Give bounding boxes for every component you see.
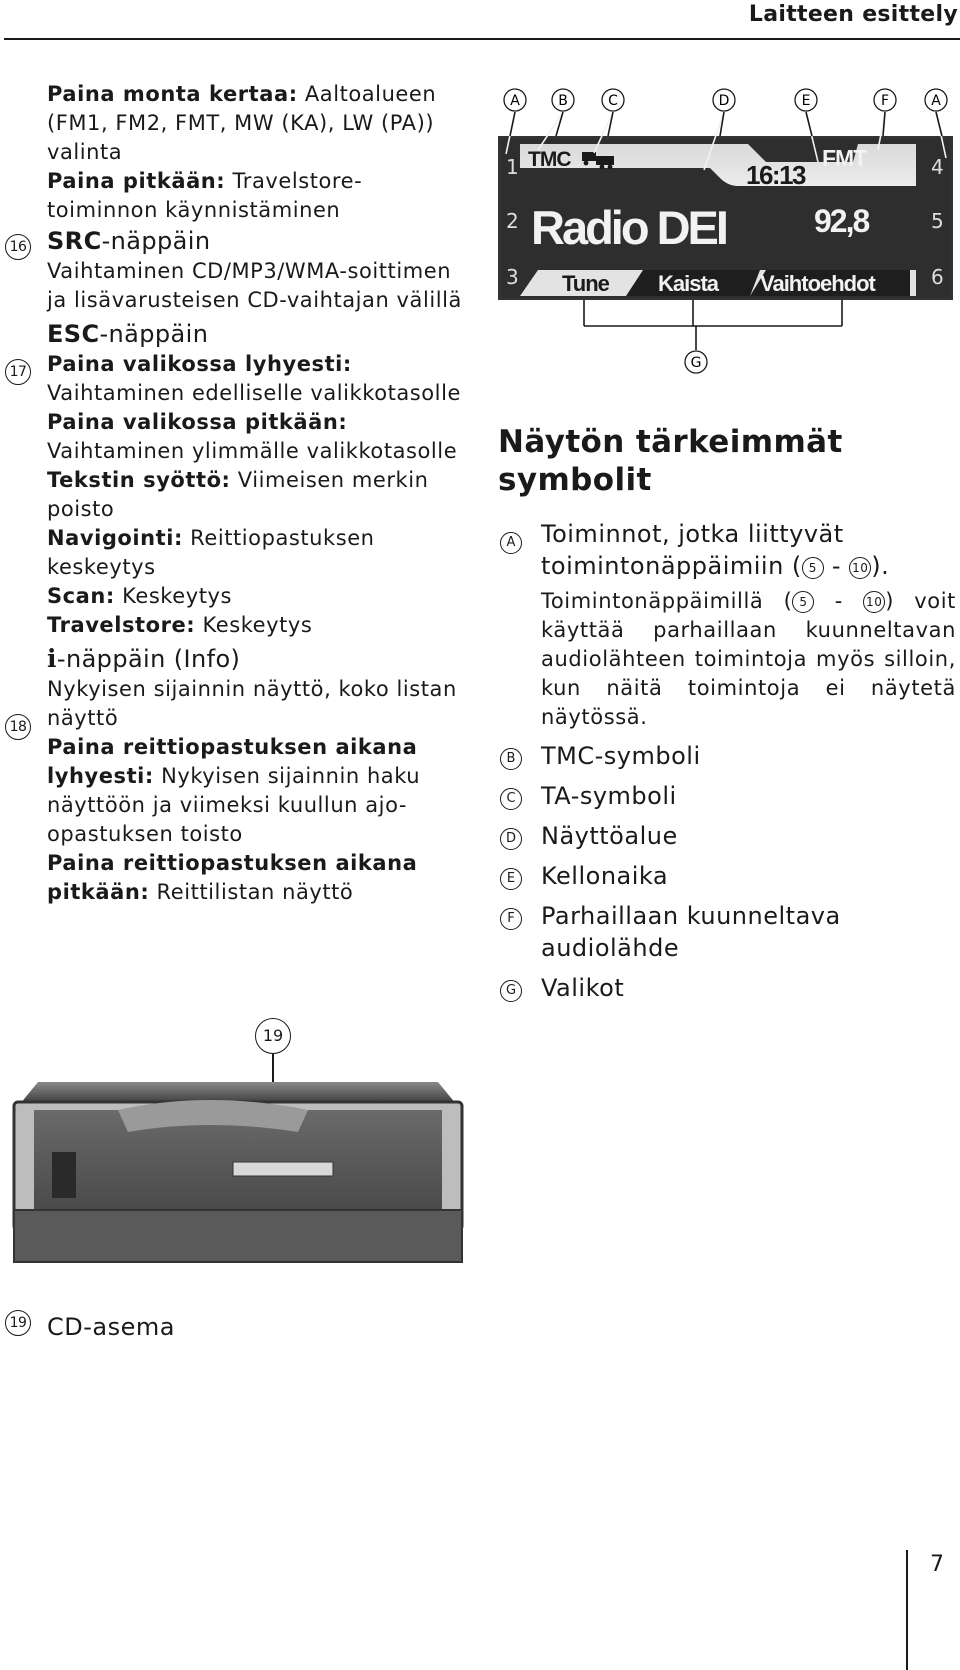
page-number: 7 bbox=[930, 1552, 944, 1577]
key-number-4: 4 bbox=[931, 155, 944, 179]
frequency: 92,8 bbox=[814, 203, 869, 239]
legend-item-a: Toiminnot, jotka liittyvät toimintonäppäimiin ( 5 - 10 ). bbox=[541, 520, 890, 580]
header-rule bbox=[4, 38, 960, 40]
callout-a-right bbox=[925, 89, 947, 111]
callout-leaders-outside bbox=[510, 112, 942, 136]
legend-letter-g: G bbox=[500, 980, 522, 1002]
header-title: Laitteen esittely bbox=[748, 2, 958, 27]
callout-f bbox=[874, 89, 896, 111]
display-diagram bbox=[498, 82, 956, 412]
callout-g bbox=[685, 351, 707, 373]
page-number-rule bbox=[906, 1550, 908, 1670]
function-key-10-ref: 10 bbox=[863, 591, 885, 613]
item-16-title: SRC-näppäin bbox=[47, 227, 211, 255]
callout-a-left bbox=[504, 89, 526, 111]
key-number-5: 5 bbox=[931, 209, 944, 233]
svg-text:G: G bbox=[690, 355, 702, 371]
press-long-entry bbox=[47, 167, 467, 225]
svg-text:C: C bbox=[608, 93, 618, 109]
legend-letter-b: B bbox=[500, 748, 522, 770]
legend-item-e: Kellonaika bbox=[541, 862, 669, 890]
legend-letter-f: F bbox=[500, 908, 522, 930]
item-16 bbox=[47, 225, 467, 315]
callout-b bbox=[552, 89, 574, 111]
softkey-vaihtoehdot: Vaihtoehdot bbox=[760, 271, 875, 296]
svg-text:D: D bbox=[718, 93, 730, 109]
cd-item-number: 19 bbox=[5, 1310, 31, 1336]
svg-text:E: E bbox=[801, 93, 811, 109]
softkey-kaista: Kaista bbox=[658, 271, 719, 296]
item-16-desc: Vaihtaminen CD/MP3/WMA-soittimen ja lisävarusteisen CD-vaihtajan välillä bbox=[47, 259, 462, 312]
legend-item-c: TA-symboli bbox=[541, 782, 677, 810]
item-17-entry: Tekstin syöttö: Viimeisen merkin poisto bbox=[47, 468, 429, 521]
item-18-entry: Paina reittiopastuksen aikana pitkään: Reittilistan näyttö bbox=[47, 851, 418, 904]
item-17-entry: Scan: Keskeytys bbox=[47, 584, 232, 608]
clock-time: 16:13 bbox=[746, 160, 805, 190]
connector-pins bbox=[233, 1162, 333, 1176]
item-17-entry: Navigointi: Reittiopastuksen keskeytys bbox=[47, 526, 375, 579]
function-key-5-ref: 5 bbox=[792, 591, 814, 613]
audio-source: FMT bbox=[822, 145, 867, 171]
item-17-entry: Paina valikossa pitkään: Vaihtaminen ylimmälle valikkotasolle bbox=[47, 410, 458, 463]
drive-latch bbox=[52, 1152, 76, 1198]
entry-text: Travelstore-toiminnon käynnistäminen bbox=[47, 169, 363, 222]
legend-letter-a: A bbox=[500, 532, 522, 554]
info-icon: i bbox=[47, 644, 57, 673]
softkey-tune: Tune bbox=[562, 271, 609, 296]
item-18 bbox=[47, 643, 467, 907]
svg-text:A: A bbox=[931, 93, 941, 109]
page-header bbox=[0, 0, 960, 38]
item-18-number: 18 bbox=[5, 714, 31, 740]
legend-item-g: Valikot bbox=[541, 974, 625, 1002]
press-multiple-entry bbox=[47, 80, 467, 167]
svg-text:B: B bbox=[558, 93, 568, 109]
callout-d bbox=[713, 89, 735, 111]
drive-bottom bbox=[14, 1210, 462, 1262]
legend-item-a-desc: Toimintonäppäimillä ( 5 - 10 ) voit käyttää parhaillaan kuunneltavan audiolähteen toimintoja myös silloin, kun näitä toimintoja ei näytetä näytössä. bbox=[541, 589, 957, 729]
legend-letter-e: E bbox=[500, 868, 522, 890]
item-18-entry: Paina reittiopastuksen aikana lyhyesti: Nykyisen sijainnin haku näyttöön ja viimeksi kuullun ajo-opastuksen toisto bbox=[47, 735, 421, 846]
item-17-number: 17 bbox=[5, 359, 31, 385]
station-name: Radio DEI bbox=[531, 201, 726, 254]
key-number-1: 1 bbox=[506, 155, 519, 179]
cd-drive-label: CD-asema bbox=[47, 1313, 175, 1341]
entry-label: Paina pitkään: bbox=[47, 169, 226, 193]
item-17-title: ESC-näppäin bbox=[47, 320, 209, 348]
legend-item-b: TMC-symboli bbox=[541, 742, 701, 770]
legend-letter-c: C bbox=[500, 788, 522, 810]
item-17 bbox=[47, 318, 467, 640]
item-17-entry: Paina valikossa lyhyesti: Vaihtaminen edelliselle valikkotasolle bbox=[47, 352, 461, 405]
item-17-entry: Travelstore: Keskeytys bbox=[47, 613, 313, 637]
function-key-5-ref: 5 bbox=[802, 557, 824, 579]
cd-drive-illustration bbox=[8, 1070, 468, 1270]
tmc-symbol: TMC bbox=[528, 148, 571, 171]
left-column bbox=[47, 80, 467, 907]
svg-text:F: F bbox=[880, 93, 890, 109]
entry-label: Paina monta kertaa: bbox=[47, 82, 298, 106]
svg-text:A: A bbox=[510, 93, 520, 109]
item-18-title: i-näppäin (Info) bbox=[47, 644, 241, 673]
callout-c bbox=[602, 89, 624, 111]
section-title: Näytön tärkeimmät symbolit bbox=[498, 424, 843, 498]
key-number-6: 6 bbox=[931, 265, 944, 289]
legend-item-f: Parhaillaan kuunneltava audiolähde bbox=[541, 902, 841, 962]
item-16-number: 16 bbox=[5, 234, 31, 260]
cd-callout: 19 bbox=[255, 1018, 291, 1054]
menus-bracket bbox=[584, 300, 842, 350]
function-key-10-ref: 10 bbox=[849, 557, 871, 579]
legend-item-d: Näyttöalue bbox=[541, 822, 678, 850]
key-number-2: 2 bbox=[506, 209, 519, 233]
key-number-3: 3 bbox=[506, 265, 519, 289]
entry-text: Aaltoalueen (FM1, FM2, FMT, MW (KA), LW (PA)) valinta bbox=[47, 82, 437, 164]
callout-e bbox=[795, 89, 817, 111]
legend-letter-d: D bbox=[500, 828, 522, 850]
item-18-desc: Nykyisen sijainnin näyttö, koko listan näyttö bbox=[47, 677, 457, 730]
